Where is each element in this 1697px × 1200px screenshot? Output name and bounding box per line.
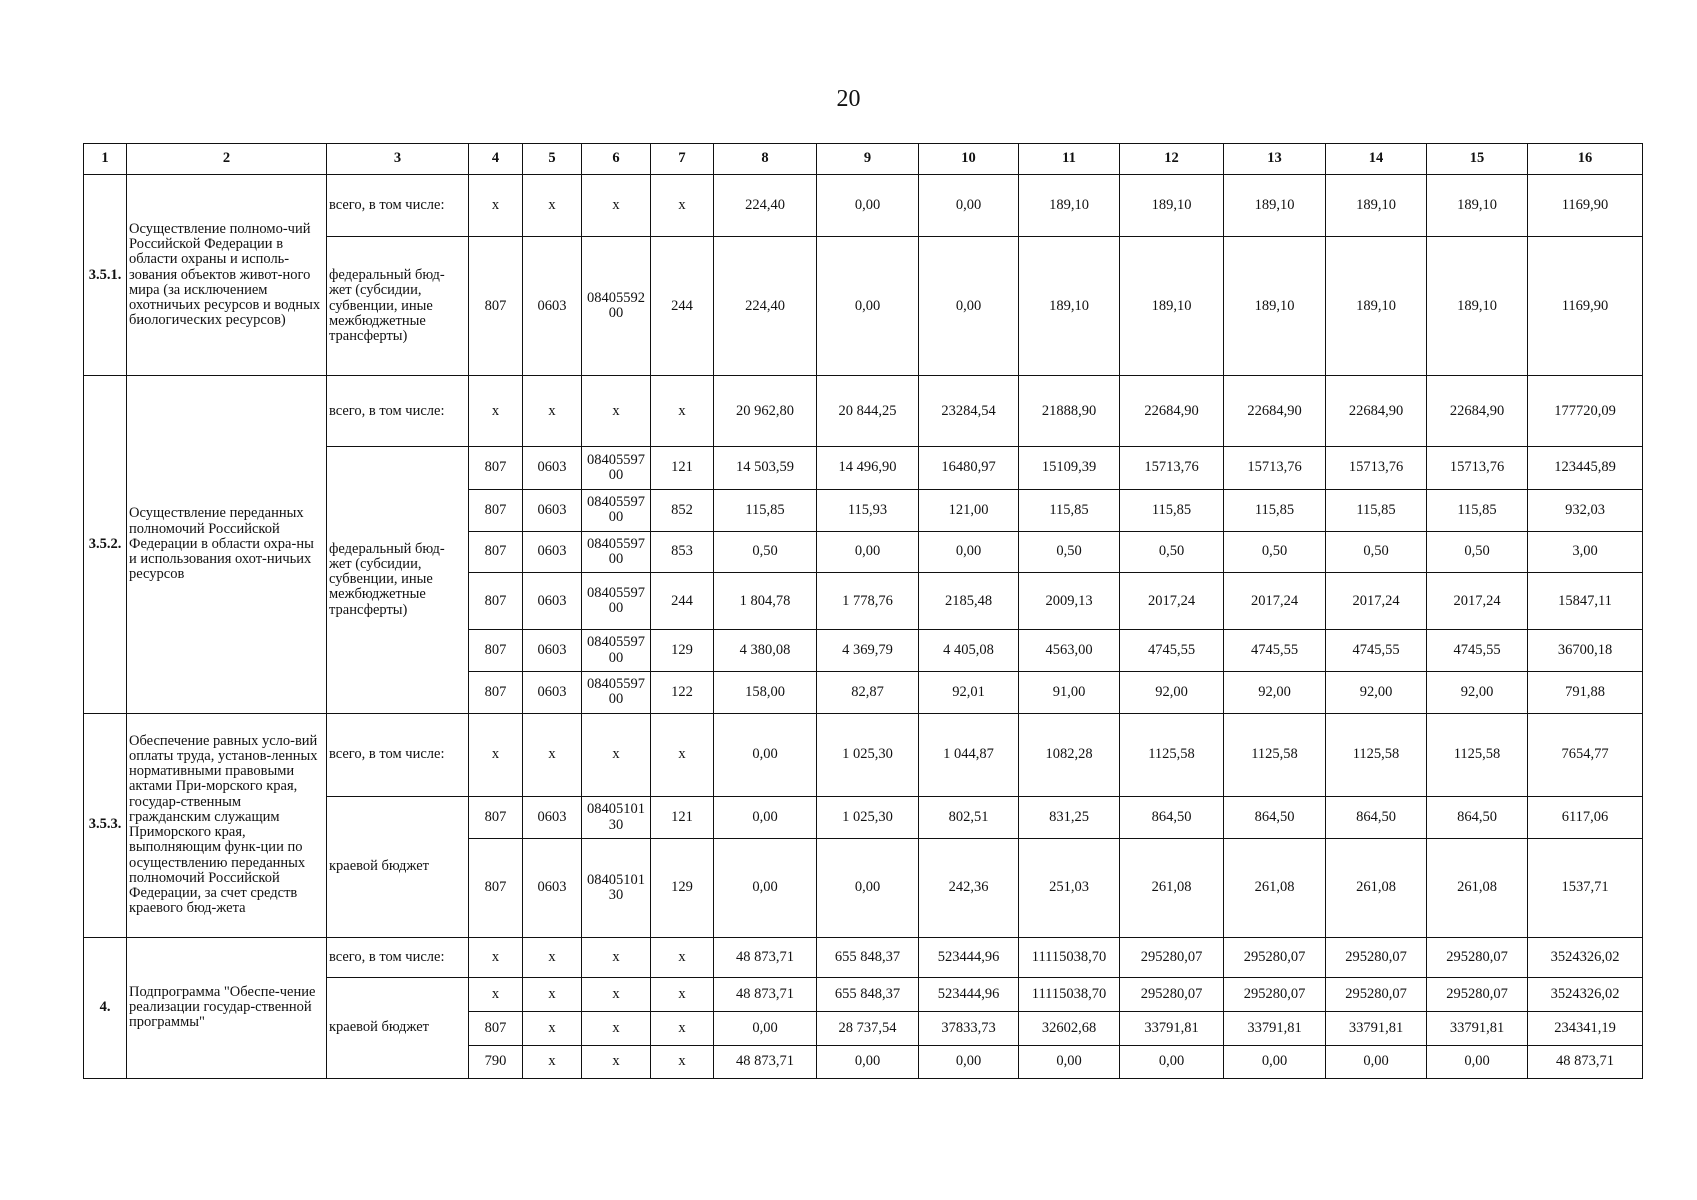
table-cell: 115,85 [1019,489,1120,531]
table-cell: 4 369,79 [817,630,919,672]
table-cell: 0603 [523,797,582,839]
total-cell: 189,10 [1019,175,1120,237]
table-cell: 0840559700 [582,531,651,573]
table-cell: 807 [469,447,523,490]
column-header: 8 [714,144,817,175]
column-header: 6 [582,144,651,175]
section-index: 4. [84,937,127,1078]
total-cell: 1125,58 [1427,713,1528,797]
funding-source: краевой бюджет [327,797,469,937]
section-total-row [84,937,1643,978]
total-cell: 1125,58 [1224,713,1326,797]
table-cell: 0,50 [714,531,817,573]
section-total-row [84,713,1643,797]
table-cell: 2017,24 [1326,573,1427,630]
table-cell: 33791,81 [1427,1012,1528,1045]
table-cell: 244 [651,573,714,630]
table-cell: 224,40 [714,237,817,376]
table-cell: 802,51 [919,797,1019,839]
table-cell: 91,00 [1019,671,1120,713]
column-header: 13 [1224,144,1326,175]
table-cell: 16480,97 [919,447,1019,490]
table-cell: 129 [651,838,714,937]
table-cell: 0,00 [714,797,817,839]
table-cell: 2017,24 [1427,573,1528,630]
total-cell: 1125,58 [1326,713,1427,797]
table-cell: 0,00 [1224,1045,1326,1078]
section-index: 3.5.3. [84,713,127,937]
total-cell: 295280,07 [1224,937,1326,978]
table-cell: 0840559200 [582,237,651,376]
table-cell: 189,10 [1326,237,1427,376]
funding-source: федеральный бюд-жет (субсидии, субвенции, иные межбюджетные трансферты) [327,237,469,376]
table-cell: 2009,13 [1019,573,1120,630]
table-cell: 0603 [523,671,582,713]
table-cell: 15713,76 [1427,447,1528,490]
total-cell: 0,00 [714,713,817,797]
table-cell: 244 [651,237,714,376]
total-cell: x [651,376,714,447]
total-cell: x [469,175,523,237]
table-cell: 807 [469,1012,523,1045]
table-cell: 115,85 [1326,489,1427,531]
table-cell: 2017,24 [1224,573,1326,630]
total-cell: 1 044,87 [919,713,1019,797]
table-cell: 0603 [523,237,582,376]
total-cell: 1125,58 [1120,713,1224,797]
table-cell: 33791,81 [1120,1012,1224,1045]
table-cell: 48 873,71 [1528,1045,1643,1078]
table-cell: 4745,55 [1427,630,1528,672]
table-cell: x [582,1045,651,1078]
total-label: всего, в том числе: [327,713,469,797]
table-cell: 115,85 [1120,489,1224,531]
total-cell: 48 873,71 [714,937,817,978]
table-cell: 2017,24 [1120,573,1224,630]
table-cell: 0603 [523,630,582,672]
table-cell: 189,10 [1427,237,1528,376]
total-cell: 189,10 [1326,175,1427,237]
table-cell: 261,08 [1224,838,1326,937]
funding-source: федеральный бюд-жет (субсидии, субвенции, иные межбюджетные трансферты) [327,447,469,714]
table-cell: 15713,76 [1224,447,1326,490]
table-cell: 261,08 [1120,838,1224,937]
table-cell: x [582,978,651,1012]
total-cell: 224,40 [714,175,817,237]
total-cell: 22684,90 [1224,376,1326,447]
table-cell: 0,50 [1224,531,1326,573]
table-cell: 0,00 [1326,1045,1427,1078]
table-cell: 0840559700 [582,671,651,713]
total-cell: 1082,28 [1019,713,1120,797]
total-cell: x [582,713,651,797]
column-header: 5 [523,144,582,175]
table-cell: 0,50 [1120,531,1224,573]
table-cell: 0840559700 [582,489,651,531]
section-total-row [84,175,1643,237]
table-cell: 32602,68 [1019,1012,1120,1045]
column-header: 16 [1528,144,1643,175]
page-number: 20 [836,86,861,112]
column-header: 2 [127,144,327,175]
table-cell: 115,85 [1224,489,1326,531]
section-index: 3.5.2. [84,376,127,713]
table-cell: 1169,90 [1528,237,1643,376]
total-cell: 22684,90 [1120,376,1224,447]
table-cell: 92,00 [1427,671,1528,713]
total-cell: 0,00 [817,175,919,237]
table-cell: 189,10 [1120,237,1224,376]
table-cell: 4 380,08 [714,630,817,672]
table-cell: x [469,978,523,1012]
table-cell: 82,87 [817,671,919,713]
section-name: Осуществление полномо-чий Российской Федерации в области охраны и исполь-зования объектов живот-ного мира (за исключением охотничьих ресурсов и водных биологических ресурсов) [127,175,327,376]
total-cell: x [469,376,523,447]
table-cell: 92,00 [1224,671,1326,713]
table-cell: 1 025,30 [817,797,919,839]
total-cell: x [469,713,523,797]
total-cell: 7654,77 [1528,713,1643,797]
total-cell: x [469,937,523,978]
table-cell: 37833,73 [919,1012,1019,1045]
table-cell: 242,36 [919,838,1019,937]
column-header: 9 [817,144,919,175]
total-cell: 22684,90 [1427,376,1528,447]
table-cell: 11115038,70 [1019,978,1120,1012]
total-cell: x [651,175,714,237]
table-cell: 14 496,90 [817,447,919,490]
table-cell: 864,50 [1120,797,1224,839]
table-cell: 0,00 [817,531,919,573]
table-cell: 807 [469,630,523,672]
column-header: 1 [84,144,127,175]
table-cell: 655 848,37 [817,978,919,1012]
table-cell: x [582,1012,651,1045]
table-cell: 0,00 [919,237,1019,376]
table-cell: 4 405,08 [919,630,1019,672]
table-cell: 0,50 [1326,531,1427,573]
section-total-row [84,376,1643,447]
table-cell: 115,85 [714,489,817,531]
table-cell: 14 503,59 [714,447,817,490]
table-cell: 4745,55 [1224,630,1326,672]
table-cell: 158,00 [714,671,817,713]
table-cell: 1 804,78 [714,573,817,630]
table-cell: 864,50 [1427,797,1528,839]
total-cell: 189,10 [1427,175,1528,237]
table-cell: x [651,978,714,1012]
table-cell: 15109,39 [1019,447,1120,490]
table-cell: 33791,81 [1224,1012,1326,1045]
table-cell: 807 [469,797,523,839]
table-cell: 0603 [523,573,582,630]
total-cell: 295280,07 [1120,937,1224,978]
table-cell: 0,00 [817,237,919,376]
table-cell: 234341,19 [1528,1012,1643,1045]
table-cell: x [523,978,582,1012]
table-cell: 121,00 [919,489,1019,531]
table-cell: 4745,55 [1120,630,1224,672]
table-cell: 807 [469,237,523,376]
table-cell: 0603 [523,531,582,573]
total-label: всего, в том числе: [327,175,469,237]
table-cell: 295280,07 [1224,978,1326,1012]
table-cell: 0,00 [817,838,919,937]
table-cell: x [523,1012,582,1045]
total-cell: x [582,175,651,237]
total-cell: 0,00 [919,175,1019,237]
table-cell: 4745,55 [1326,630,1427,672]
total-label: всего, в том числе: [327,937,469,978]
total-cell: x [651,937,714,978]
table-cell: 0,00 [1120,1045,1224,1078]
table-cell: 28 737,54 [817,1012,919,1045]
table-cell: 295280,07 [1326,978,1427,1012]
total-cell: 295280,07 [1427,937,1528,978]
total-cell: 655 848,37 [817,937,919,978]
total-cell: x [523,175,582,237]
total-cell: 295280,07 [1326,937,1427,978]
total-cell: 23284,54 [919,376,1019,447]
table-cell: 0,50 [1019,531,1120,573]
table-cell: 807 [469,671,523,713]
table-cell: 0603 [523,489,582,531]
total-cell: 20 844,25 [817,376,919,447]
table-cell: 790 [469,1045,523,1078]
table-cell: 853 [651,531,714,573]
table-cell: 0840510130 [582,838,651,937]
table-cell: 807 [469,573,523,630]
table-cell: 122 [651,671,714,713]
table-cell: 123445,89 [1528,447,1643,490]
table-cell: 932,03 [1528,489,1643,531]
total-cell: 1169,90 [1528,175,1643,237]
table-cell: 33791,81 [1326,1012,1427,1045]
table-cell: 36700,18 [1528,630,1643,672]
table-cell: 6117,06 [1528,797,1643,839]
table-cell: 807 [469,531,523,573]
table-cell: 251,03 [1019,838,1120,937]
total-cell: 177720,09 [1528,376,1643,447]
table-cell: 0,00 [919,1045,1019,1078]
table-cell: 121 [651,447,714,490]
table-cell: 0840559700 [582,447,651,490]
table-cell: 92,01 [919,671,1019,713]
total-cell: 22684,90 [1326,376,1427,447]
column-header: 7 [651,144,714,175]
total-cell: x [523,713,582,797]
column-header: 4 [469,144,523,175]
total-cell: x [523,937,582,978]
table-cell: 3,00 [1528,531,1643,573]
total-cell: 21888,90 [1019,376,1120,447]
table-cell: 852 [651,489,714,531]
table-cell: 4563,00 [1019,630,1120,672]
table-cell: 1 778,76 [817,573,919,630]
total-cell: 20 962,80 [714,376,817,447]
table-cell: 15847,11 [1528,573,1643,630]
table-cell: 15713,76 [1120,447,1224,490]
table-cell: 807 [469,838,523,937]
table-cell: 0,00 [714,1012,817,1045]
table-cell: 864,50 [1326,797,1427,839]
table-cell: 0,00 [919,531,1019,573]
table-cell: 0840510130 [582,797,651,839]
table-cell: 92,00 [1120,671,1224,713]
table-cell: 121 [651,797,714,839]
column-header: 11 [1019,144,1120,175]
total-cell: x [523,376,582,447]
total-cell: 189,10 [1224,175,1326,237]
table-cell: x [523,1045,582,1078]
total-cell: x [582,937,651,978]
table-cell: 3524326,02 [1528,978,1643,1012]
column-header: 12 [1120,144,1224,175]
section-name: Подпрограмма "Обеспе-чение реализации государ-ственной программы" [127,937,327,1078]
total-cell: 1 025,30 [817,713,919,797]
table-cell: 864,50 [1224,797,1326,839]
table-cell: 261,08 [1326,838,1427,937]
table-cell: 261,08 [1427,838,1528,937]
section-name: Осуществление переданных полномочий Российской Федерации в области охра-ны и использования охот-ничьих ресурсов [127,376,327,713]
funding-source: краевой бюджет [327,978,469,1079]
table-cell: 0,50 [1427,531,1528,573]
table-cell: 0840559700 [582,630,651,672]
table-cell: 807 [469,489,523,531]
total-cell: x [582,376,651,447]
table-cell: x [651,1045,714,1078]
table-cell: 523444,96 [919,978,1019,1012]
budget-table [83,143,1643,1079]
table-cell: 48 873,71 [714,1045,817,1078]
total-cell: 189,10 [1120,175,1224,237]
table-cell: 48 873,71 [714,978,817,1012]
table-cell: 0603 [523,447,582,490]
table-cell: 0603 [523,838,582,937]
total-cell: 3524326,02 [1528,937,1643,978]
total-cell: x [651,713,714,797]
table-cell: 0,00 [714,838,817,937]
table-cell: 0840559700 [582,573,651,630]
column-header: 10 [919,144,1019,175]
column-header: 15 [1427,144,1528,175]
column-header: 3 [327,144,469,175]
table-cell: 2185,48 [919,573,1019,630]
table-cell: 831,25 [1019,797,1120,839]
table-cell: 0,00 [1019,1045,1120,1078]
table-cell: 129 [651,630,714,672]
table-cell: 295280,07 [1427,978,1528,1012]
total-cell: 11115038,70 [1019,937,1120,978]
total-label: всего, в том числе: [327,376,469,447]
table-cell: 0,00 [1427,1045,1528,1078]
table-cell: 115,93 [817,489,919,531]
table-cell: 1537,71 [1528,838,1643,937]
table-cell: 295280,07 [1120,978,1224,1012]
table-cell: 92,00 [1326,671,1427,713]
table-cell: 189,10 [1224,237,1326,376]
table-cell: 0,00 [817,1045,919,1078]
section-name: Обеспечение равных усло-вий оплаты труда, установ-ленных нормативными правовыми актами При-морского края, государ-ственным гражданским служащим Приморского края, выполняющим функ-ции по осуществлению переданных полномочий Российской Федерации, за счет средств краевого бюд-жета [127,713,327,937]
table-cell: 189,10 [1019,237,1120,376]
table-cell: 791,88 [1528,671,1643,713]
header-row [84,144,1643,175]
table-cell: 15713,76 [1326,447,1427,490]
table-cell: x [651,1012,714,1045]
column-header: 14 [1326,144,1427,175]
total-cell: 523444,96 [919,937,1019,978]
section-index: 3.5.1. [84,175,127,376]
table-cell: 115,85 [1427,489,1528,531]
